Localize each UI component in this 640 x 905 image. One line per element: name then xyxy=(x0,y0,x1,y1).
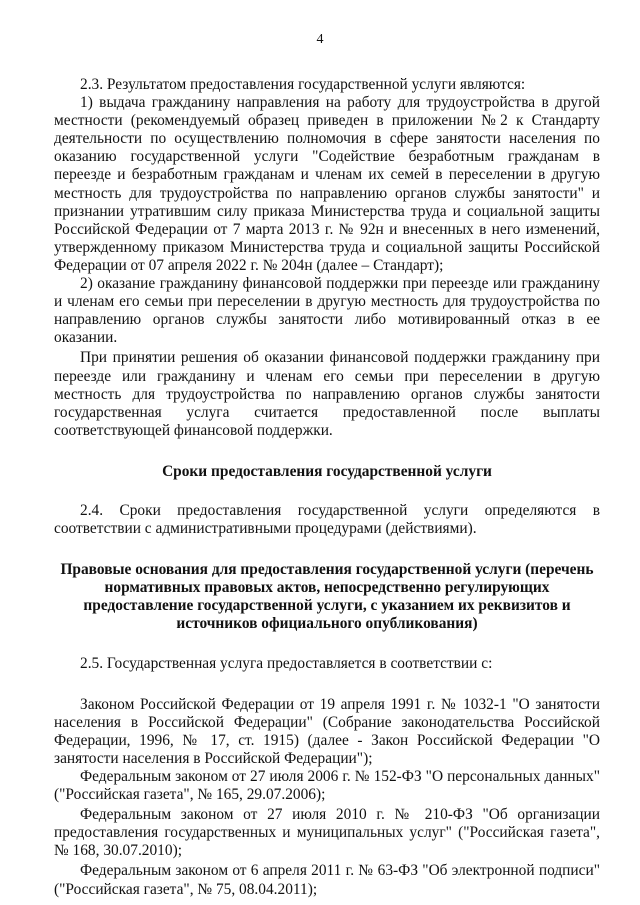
paragraph-item-1: 1) выдача гражданину направления на работу для трудоустройства в другой местности (рекомендуемый образец приведен в приложении №2 к Стандарту деятельности по осуществлению полномочия в сфере занятости населения по оказанию государственной услуги "Содействие безработным гражданам в переезде и безработным гражданам и членам их семей в переселении в другую местность для трудоустройства по направлению органов службы занятости" и признании утратившим силу приказа Министерства труда и социальной защиты Российской Федерации от 7 марта 2013 г. № 92н и внесенных в него изменений, утвержденному приказом Министерства труда и социальной защиты Российской Федерации от 07 апреля 2022 г. № 204н (далее – Стандарт); xyxy=(54,94,600,274)
document-body xyxy=(54,76,600,899)
law-public-services: Федеральным законом от 27 июля 2010 г. № 210-ФЗ "Об организации предоставления государственных и муниципальных услуг" ("Российская газета", № 168, 30.07.2010); xyxy=(54,806,600,860)
page-number: 4 xyxy=(316,32,324,47)
paragraph-financial-support: При принятии решения об оказании финансовой поддержки гражданину при переезде или гражданину и членам его семьи при переселении в другую местность для трудоустройства по направлению органов службы занятости государственная услуга считается предоставленной после выплаты соответствующей финансовой поддержки. xyxy=(54,349,600,439)
law-personal-data: Федеральным законом от 27 июля 2006 г. № 152-ФЗ "О персональных данных" ("Российская газета", № 165, 29.07.2006); xyxy=(54,768,600,804)
heading-terms: Сроки предоставления государственной услуги xyxy=(162,462,492,480)
paragraph-2-3: 2.3. Результатом предоставления государственной услуги являются: xyxy=(80,76,526,93)
paragraph-2-4: 2.4. Сроки предоставления государственной услуги определяются в соответствии с административными процедурами (действиями). xyxy=(54,501,600,538)
law-electronic-signature: Федеральным законом от 6 апреля 2011 г. № 63-ФЗ "Об электронной подписи" ("Российская газета", № 75, 08.04.2011); xyxy=(54,862,600,898)
heading-legal-basis: Правовые основания для предоставления государственной услуги (перечень нормативных правовых актов, непосредственно регулирующих предоставление государственной услуги, с указанием их реквизитов и источников официального опубликования) xyxy=(60,561,594,633)
paragraph-2-5: 2.5. Государственная услуга предоставляется в соответствии с: xyxy=(80,654,493,672)
law-employment: Законом Российской Федерации от 19 апреля 1991 г. № 1032-1 "О занятости населения в Российской Федерации" (Собрание законодательства Российской Федерации, 1996, № 17, ст. 1915) (далее - Закон Российской Федерации "О занятости населения в Российской Федерации"); xyxy=(54,695,600,767)
paragraph-item-2: 2) оказание гражданину финансовой поддержки при переезде или гражданину и членам его семьи при переселении в другую местность для трудоустройства по направлению органов службы занятости либо мотивированный отказ в ее оказании. xyxy=(54,275,600,347)
